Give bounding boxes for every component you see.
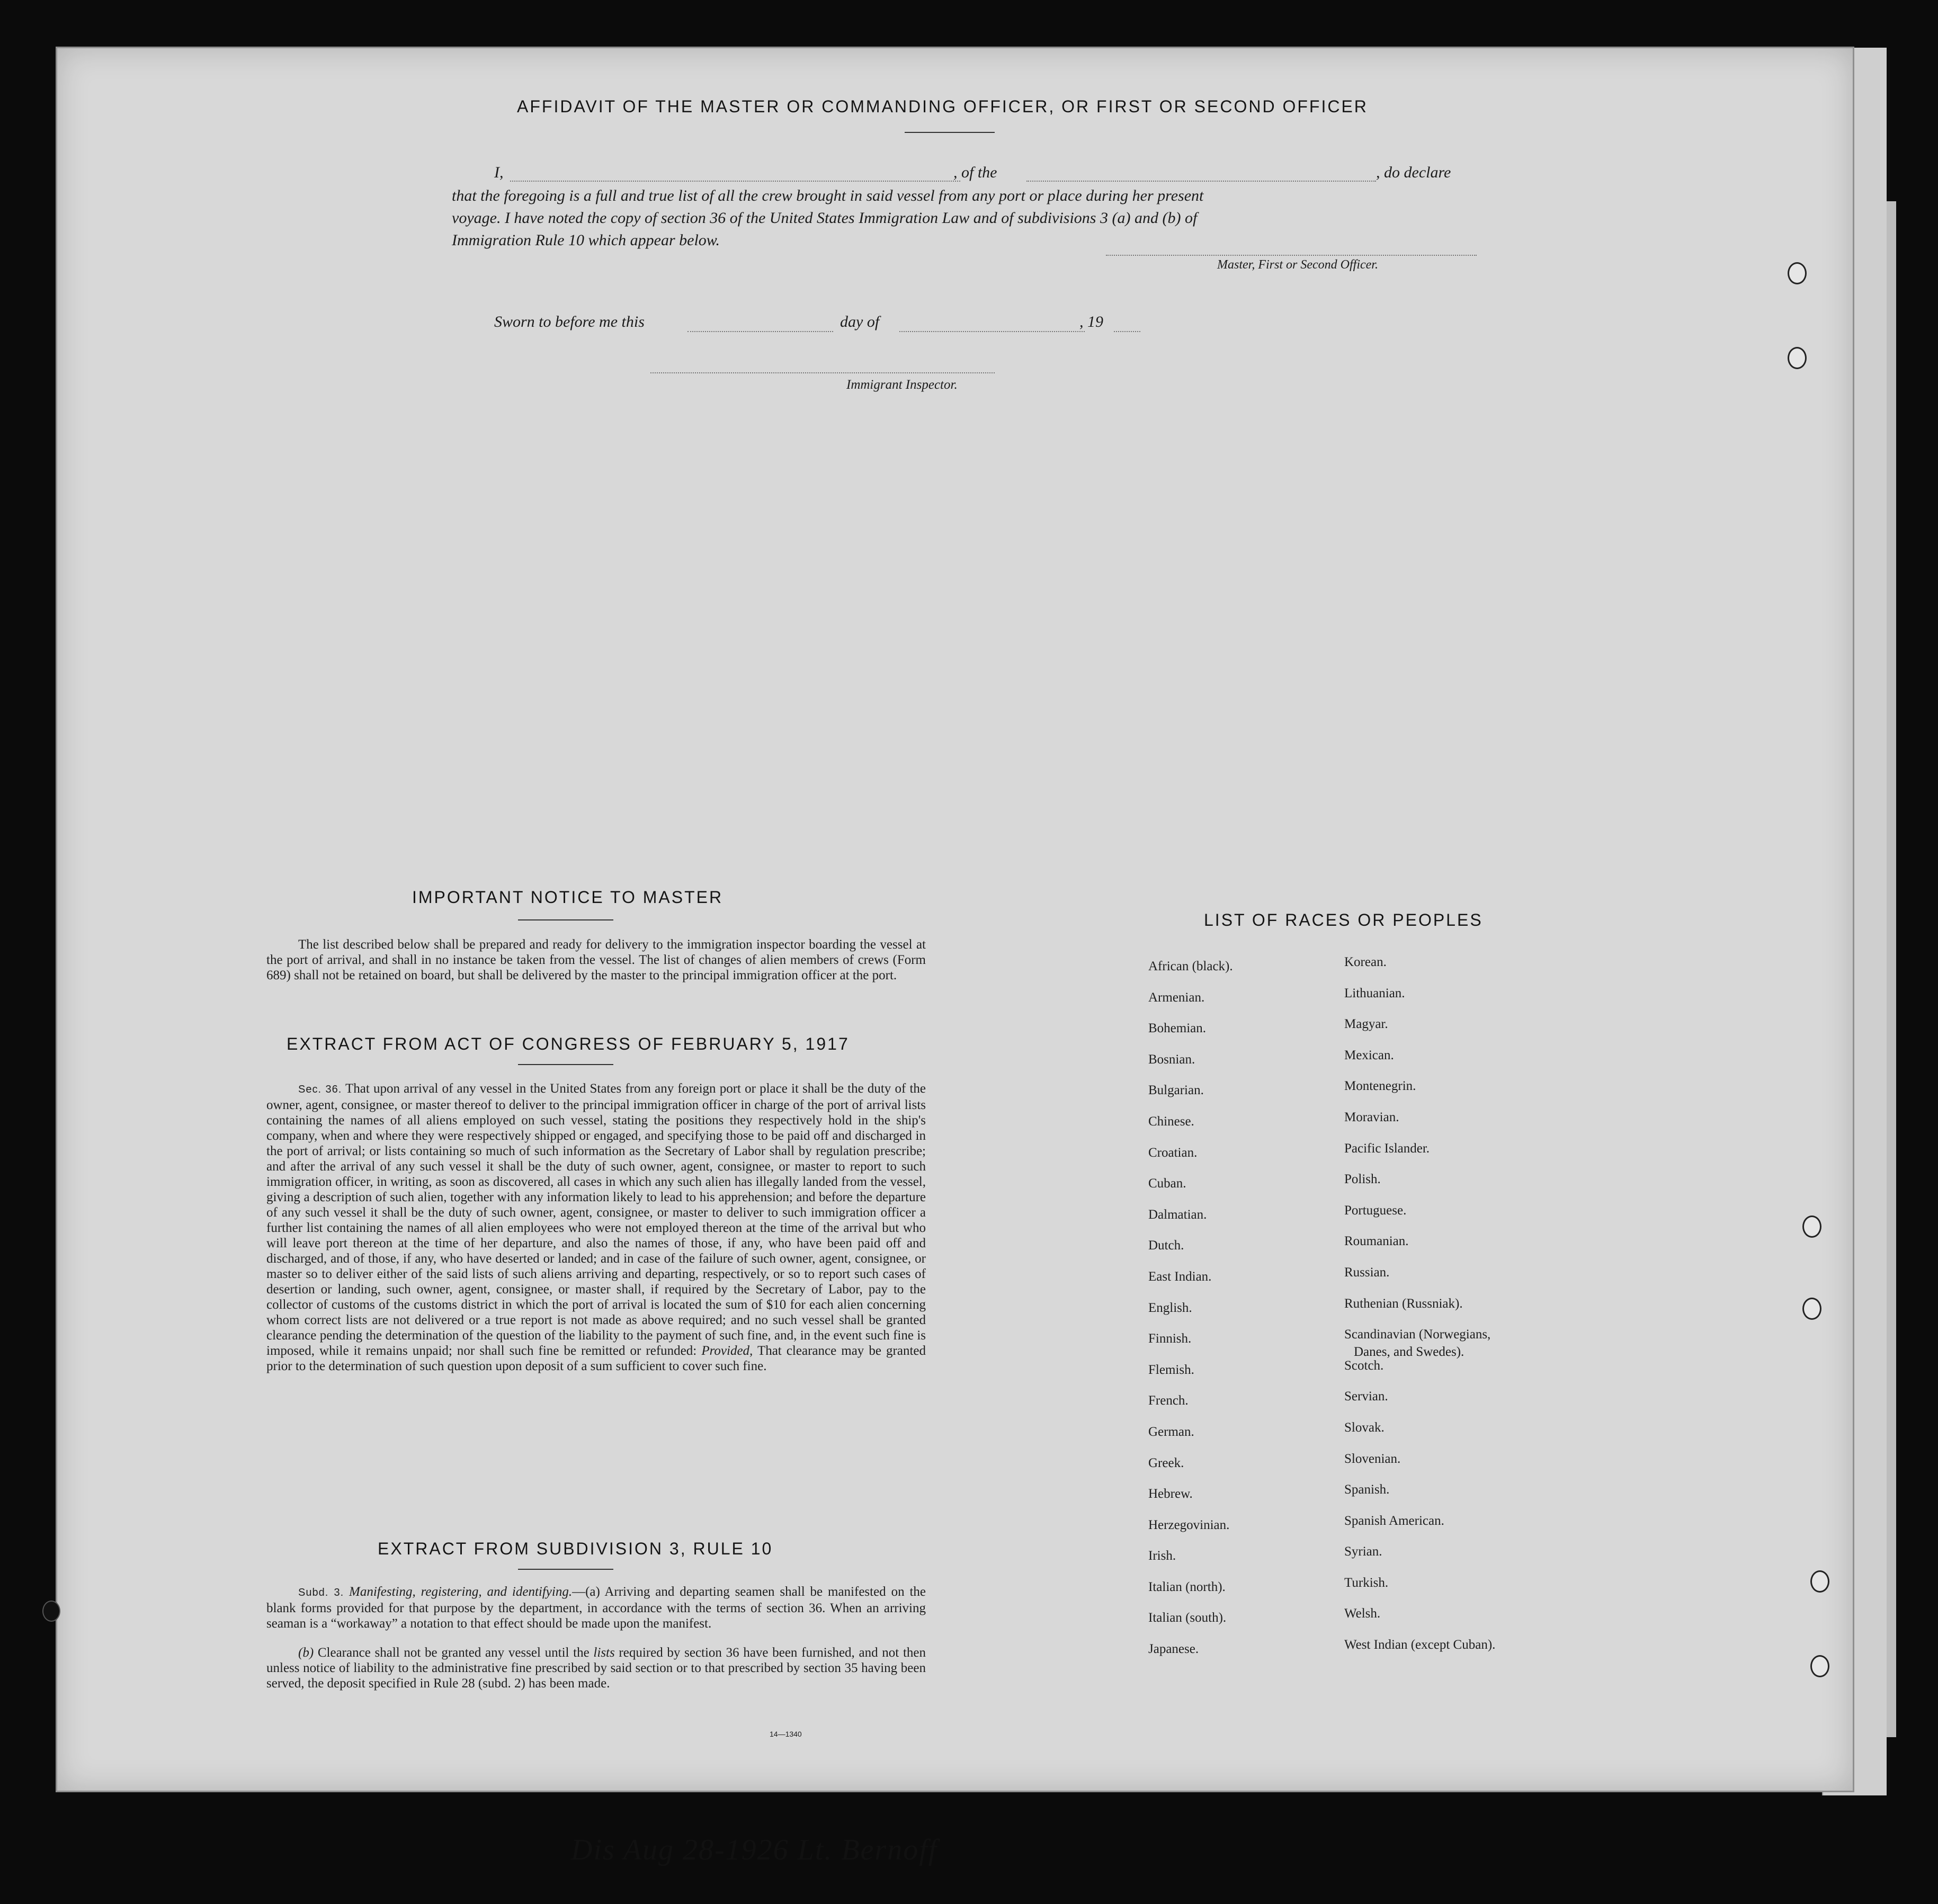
- races-title: LIST OF RACES OR PEOPLES: [1204, 910, 1483, 929]
- punch-hole-3: [1802, 1215, 1821, 1238]
- year-label: , 19: [1079, 313, 1103, 330]
- race-item: Spanish.: [1344, 1482, 1390, 1497]
- race-item: East Indian.: [1148, 1269, 1212, 1284]
- subd-3-b-text: [266, 1645, 926, 1691]
- race-item: Slovenian.: [1344, 1451, 1401, 1466]
- race-item: Spanish American.: [1344, 1513, 1444, 1528]
- race-item: English.: [1148, 1300, 1192, 1315]
- race-item: Scandinavian (Norwegians,: [1344, 1327, 1491, 1342]
- race-item: Dalmatian.: [1148, 1207, 1207, 1222]
- subd-b-body-2: required by section 36 have been furnished, and not then unless notice of liability to the administrative fine prescribed by said section or to that prescribed by section 35 having been served, the deposit specified in Rule 28 (subd. 2) has been made.: [266, 1646, 926, 1691]
- subd-label: Subd. 3.: [298, 1587, 344, 1598]
- subd-b-label: (b): [298, 1646, 314, 1660]
- form-number: 14—1340: [770, 1730, 802, 1738]
- sec-label: Sec. 36.: [298, 1084, 342, 1095]
- signature-blank: [1106, 255, 1477, 256]
- affiant-name-blank: [510, 181, 960, 182]
- sworn-month-blank: [899, 331, 1085, 332]
- handwritten-discharge-note: Dis Aug 28-1926 Lt. Bernoff: [571, 1834, 938, 1866]
- race-item: Turkish.: [1344, 1575, 1389, 1590]
- do-declare-label: , do declare: [1376, 164, 1451, 181]
- subd-title: Manifesting, registering, and identifying.: [349, 1585, 573, 1599]
- punch-hole-6: [1810, 1655, 1829, 1677]
- punch-hole-4: [1802, 1298, 1821, 1320]
- affidavit-title: AFFIDAVIT OF THE MASTER OR COMMANDING OFFICER, OR FIRST OR SECOND OFFICER: [517, 97, 1368, 116]
- races-column-1: [1148, 959, 1233, 1673]
- race-item: Ruthenian (Russniak).: [1344, 1296, 1463, 1311]
- race-item: Moravian.: [1344, 1110, 1399, 1124]
- race-item: African (black).: [1148, 959, 1233, 973]
- race-item: Korean.: [1344, 955, 1387, 969]
- extract-act-title: EXTRACT FROM ACT OF CONGRESS OF FEBRUARY 5, 1917: [287, 1034, 850, 1053]
- race-item: Bulgarian.: [1148, 1083, 1204, 1098]
- race-item: Montenegrin.: [1344, 1079, 1416, 1094]
- notice-title: IMPORTANT NOTICE TO MASTER: [412, 888, 724, 907]
- race-item: Mexican.: [1344, 1048, 1394, 1062]
- race-item: West Indian (except Cuban).: [1344, 1638, 1496, 1652]
- notice-title-rule: [518, 919, 613, 920]
- race-item: Pacific Islander.: [1344, 1141, 1430, 1156]
- section-36-text: [266, 1081, 926, 1374]
- manifest-page: [56, 47, 1854, 1866]
- punch-hole-left: [42, 1601, 60, 1622]
- extract-rule-rule: [518, 1569, 613, 1570]
- race-item: Lithuanian.: [1344, 986, 1405, 1000]
- race-item: Roumanian.: [1344, 1234, 1409, 1249]
- subd-b-lists: lists: [593, 1646, 615, 1660]
- affidavit-line-1: that the foregoing is a full and true list of all the crew brought in said vessel from any port or place during her present: [452, 187, 1204, 204]
- race-item: German.: [1148, 1424, 1194, 1439]
- race-item: Cuban.: [1148, 1176, 1186, 1191]
- race-item: Chinese.: [1148, 1114, 1194, 1129]
- subd-b-body-1: Clearance shall not be granted any vessel until the: [317, 1646, 590, 1660]
- race-item: Greek.: [1148, 1455, 1184, 1470]
- race-item: Bosnian.: [1148, 1052, 1195, 1067]
- inspector-signature-blank: [650, 372, 995, 373]
- punch-hole-1: [1788, 262, 1807, 284]
- year-blank: [1114, 331, 1140, 332]
- race-item: Russian.: [1344, 1265, 1390, 1280]
- race-item: Irish.: [1148, 1549, 1176, 1563]
- subd-3-a-text: [266, 1584, 926, 1631]
- race-item: Welsh.: [1344, 1606, 1381, 1621]
- race-item: Slovak.: [1344, 1420, 1385, 1435]
- of-the-label: , of the: [953, 164, 997, 181]
- day-of-label: day of: [840, 313, 880, 330]
- extract-rule-title: EXTRACT FROM SUBDIVISION 3, RULE 10: [378, 1539, 773, 1558]
- affidavit-title-rule: [905, 132, 995, 133]
- notice-text: The list described below shall be prepared and ready for delivery to the immigration inspector boarding the vessel at the port of arrival, and shall in no instance be taken from the vessel. The list of changes of alien members of crews (Form 689) shall not be retained on board, but shall be delivered by the master to the principal immigration officer at the port.: [266, 937, 926, 982]
- punch-hole-5: [1810, 1570, 1829, 1593]
- race-item: Italian (south).: [1148, 1611, 1227, 1625]
- affidavit-line-3: Immigration Rule 10 which appear below.: [452, 231, 720, 249]
- race-item: Servian.: [1344, 1389, 1388, 1404]
- race-item: Scotch.: [1344, 1358, 1384, 1373]
- race-item: Polish.: [1344, 1172, 1381, 1187]
- races-column-2: [1344, 955, 1495, 1669]
- race-item: French.: [1148, 1393, 1189, 1408]
- affidavit-line-2: voyage. I have noted the copy of section 36 of the United States Immigration Law and of subdivisions 3 (a) and (b) of: [452, 209, 1198, 227]
- section-36-end: That clearance may be granted prior to the determination of such question upon deposit of a sum sufficient to cover such fine.: [266, 1344, 926, 1373]
- race-item: Portuguese.: [1344, 1203, 1407, 1218]
- race-item: Bohemian.: [1148, 1021, 1207, 1036]
- race-item: Italian (north).: [1148, 1579, 1226, 1594]
- race-item: Magyar.: [1344, 1017, 1388, 1032]
- race-item: Herzegovinian.: [1148, 1517, 1230, 1532]
- affiant-label: I,: [494, 164, 504, 181]
- race-item: Finnish.: [1148, 1331, 1192, 1346]
- race-item: Croatian.: [1148, 1145, 1198, 1160]
- races-scandinavian-continued: Danes, and Swedes).: [1354, 1345, 1464, 1359]
- vessel-name-blank: [1026, 181, 1376, 182]
- signature-caption: Master, First or Second Officer.: [1217, 258, 1378, 272]
- punch-hole-2: [1788, 347, 1807, 369]
- race-item: Dutch.: [1148, 1238, 1184, 1253]
- race-item: Armenian.: [1148, 990, 1205, 1005]
- provided-label: Provided,: [701, 1344, 753, 1358]
- inspector-caption: Immigrant Inspector.: [846, 378, 958, 392]
- sworn-day-blank: [687, 331, 833, 332]
- race-item: Hebrew.: [1148, 1487, 1193, 1501]
- sworn-label: Sworn to before me this: [494, 313, 645, 330]
- race-item: Flemish.: [1148, 1362, 1194, 1377]
- race-item: Syrian.: [1344, 1544, 1382, 1559]
- race-item: Japanese.: [1148, 1642, 1199, 1657]
- subd-a-body: —(a) Arriving and departing seamen shall be manifested on the blank forms provided for that purpose by the department, in accordance with the terms of section 36. When an arriving seaman is a “workaway” a notation to that effect should be made upon the manifest.: [266, 1585, 926, 1631]
- extract-act-rule: [518, 1064, 613, 1065]
- section-36-body: That upon arrival of any vessel in the United States from any foreign port or place it shall be the duty of the owner, agent, consignee, or master thereof to deliver to the principal immigration officer in charge of the port of arrival lists containing the names of all aliens employed on such vessel, stating the positions they respectively hold in the ship's company, when and where they were respectively shipped or engaged, and specifying those to be paid off and discharged in the port of arrival; or lists containing so much of such information as the Secretary of Labor shall by regulation prescribe; and after the arrival of any such vessel it shall be the duty of such owner, agent, consignee, or master to report to such immigration officer, in writing, as soon as discovered, all cases in which any such alien has illegally landed from the vessel, giving a description of such alien, together with any information likely to lead to his apprehension; and before the departure of any such vessel it shall be the duty of such owner, agent, consignee, or master to deliver to such immigration officer a further list containing the names of all alien employees who were not employed thereon at the time of the arrival but who will leave port thereon at the time of her departure, and also the names of those, if any, who have been paid off and discharged, and of those, if any, who have deserted or landed; and in case of the failure of such owner, agent, consignee, or master so to deliver either of the said lists of such aliens arriving and departing, respectively, or so to report such cases of desertion or landing, such owner, agent, consignee, or master shall, if required by the Secretary of Labor, pay to the collector of customs of the customs district in which the port of arrival is located the sum of $10 for each alien concerning whom correct lists are not delivered or a true report is not made as above required; and no such vessel shall be granted clearance pending the determination of the question of the liability to the payment of such fine, and, in the event such fine is imposed, while it remains unpaid; nor shall such fine be remitted or refunded:: [266, 1081, 926, 1358]
